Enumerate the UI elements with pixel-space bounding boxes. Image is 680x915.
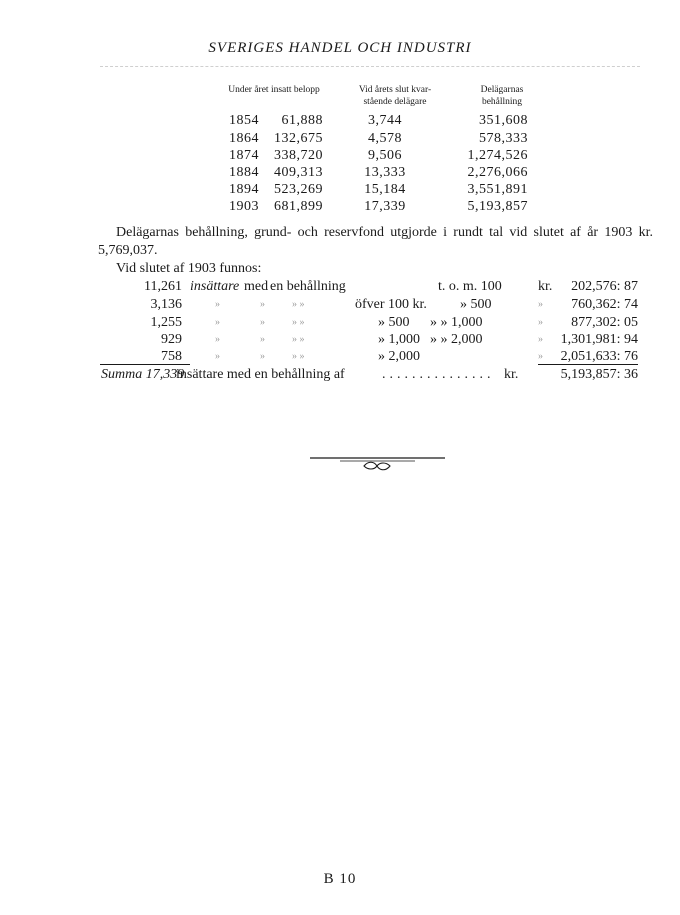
- year-cell: 1884: [229, 165, 259, 180]
- count-cell: 929: [161, 332, 182, 347]
- depositors-cell: 17,339: [364, 199, 406, 214]
- amount-cell: 2,051,633: 76: [560, 349, 638, 364]
- amount-cell: 877,302: 05: [571, 315, 638, 330]
- ditto-mark: » »: [292, 351, 305, 362]
- count-sum-rule: [100, 364, 190, 365]
- ditto-mark: »: [215, 317, 220, 328]
- range-from-cell: öfver 100 kr.: [355, 297, 427, 312]
- amount-cell: 202,576: 87: [571, 279, 638, 294]
- balance-cell: 5,193,857: [467, 199, 528, 214]
- year-cell: 1864: [229, 131, 259, 146]
- year-cell: 1903: [229, 199, 259, 214]
- header-rule: [100, 66, 640, 67]
- range-from-cell: » 500: [378, 315, 410, 330]
- amount-cell: 132,675: [274, 131, 323, 146]
- count-cell: 11,261: [144, 279, 182, 294]
- amount-cell: 409,313: [274, 165, 323, 180]
- stats-row: [0, 331, 680, 349]
- count-cell: 758: [161, 349, 182, 364]
- depositors-cell: 9,506: [368, 148, 402, 163]
- ditto-mark: »: [260, 351, 265, 362]
- depositors-cell: 3,744: [368, 113, 402, 128]
- ornament-scroll-icon: [364, 462, 390, 470]
- range-from-cell: » 1,000: [378, 332, 420, 347]
- amount-cell: 681,899: [274, 199, 323, 214]
- summary-label: Summa 17,339: [101, 367, 185, 382]
- summary-total: 5,193,857: 36: [560, 367, 638, 382]
- table-row: [0, 198, 680, 215]
- amount-cell: 338,720: [274, 148, 323, 163]
- table-row: [0, 112, 680, 129]
- ornament-divider: [310, 455, 445, 473]
- amount-cell: 61,888: [281, 113, 323, 128]
- balance-cell: 2,276,066: [467, 165, 528, 180]
- ditto-mark: »: [215, 351, 220, 362]
- page-folio: B 10: [323, 871, 357, 887]
- depositors-cell: 13,333: [364, 165, 406, 180]
- amount-cell: 523,269: [274, 182, 323, 197]
- behallning-cell: en behållning: [270, 279, 346, 294]
- summary-text: insättare med en behållning af: [176, 367, 345, 382]
- range-to-cell: » » 1,000: [430, 315, 483, 330]
- range-to-cell: » » 2,000: [430, 332, 483, 347]
- ditto-mark: »: [538, 317, 543, 328]
- table-row: [0, 181, 680, 198]
- range-to-cell: t. o. m. 100: [438, 279, 502, 294]
- ditto-mark: »: [260, 317, 265, 328]
- table-row: [0, 164, 680, 181]
- summary-row: [0, 366, 680, 384]
- count-cell: 3,136: [150, 297, 182, 312]
- col-header-depositors: Vid årets slut kvar-stående delägare: [358, 85, 432, 107]
- amount-cell: 1,301,981: 94: [560, 332, 638, 347]
- balance-cell: 1,274,526: [467, 148, 528, 163]
- ditto-mark: » »: [292, 334, 305, 345]
- col-header-amount: Under året insatt belopp: [228, 85, 320, 95]
- ditto-mark: »: [538, 334, 543, 345]
- depositors-cell: 15,184: [364, 182, 406, 197]
- summary-leader-dots: ...............: [382, 367, 495, 382]
- ditto-mark: »: [538, 351, 543, 362]
- stats-row: [0, 296, 680, 314]
- ditto-mark: »: [538, 299, 543, 310]
- count-cell: 1,255: [150, 315, 182, 330]
- depositors-cell: 4,578: [368, 131, 402, 146]
- range-to-cell: » 500: [460, 297, 492, 312]
- ditto-mark: »: [215, 299, 220, 310]
- year-cell: 1854: [229, 113, 259, 128]
- amount-sum-rule: [538, 364, 638, 365]
- balance-cell: 578,333: [479, 131, 528, 146]
- ditto-mark: » »: [292, 317, 305, 328]
- paragraph-capital: Delägarnas behållning, grund- och reservfond utgjorde i rundt tal vid slutet af år 1903 kr. 5,769,037.: [98, 225, 653, 258]
- balance-cell: 351,608: [479, 113, 528, 128]
- col-header-balance: Delägarnas behållning: [480, 85, 524, 107]
- table-row: [0, 147, 680, 164]
- ditto-mark: »: [260, 334, 265, 345]
- label-cell: insättare: [190, 279, 240, 294]
- stats-row: [0, 314, 680, 332]
- range-from-cell: » 2,000: [378, 349, 420, 364]
- year-cell: 1874: [229, 148, 259, 163]
- table-row: [0, 130, 680, 147]
- running-title: SVERIGES HANDEL OCH INDUSTRI: [208, 40, 472, 56]
- ditto-mark: »: [215, 334, 220, 345]
- balance-cell: 3,551,891: [467, 182, 528, 197]
- ditto-mark: » »: [292, 299, 305, 310]
- summary-kr: kr.: [504, 367, 519, 382]
- med-cell: med: [244, 279, 269, 294]
- amount-cell: 760,362: 74: [571, 297, 638, 312]
- year-cell: 1894: [229, 182, 259, 197]
- ditto-mark: »: [260, 299, 265, 310]
- kr-cell: kr.: [538, 279, 553, 294]
- paragraph-intro: Vid slutet af 1903 funnos:: [116, 261, 262, 276]
- stats-row: [0, 278, 680, 296]
